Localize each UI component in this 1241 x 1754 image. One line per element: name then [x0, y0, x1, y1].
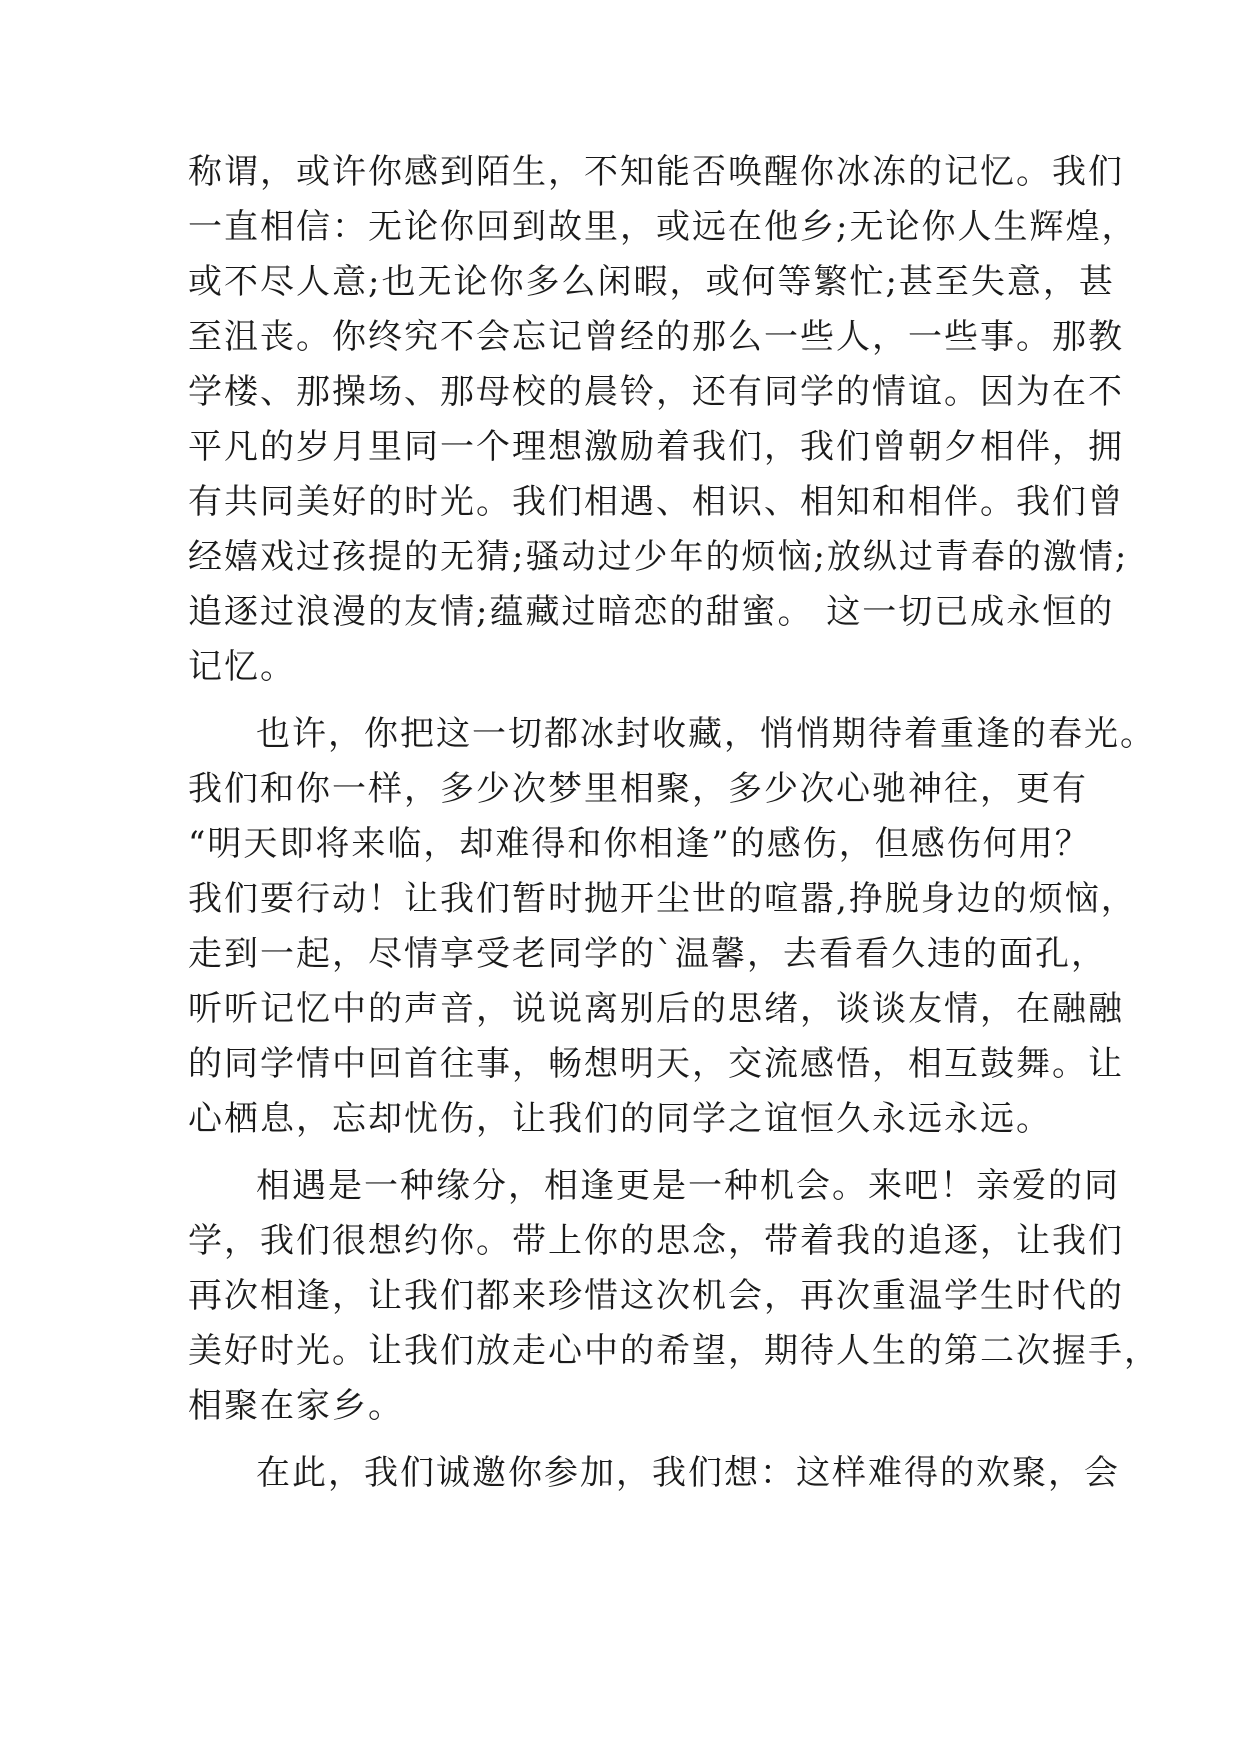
text-line: 相聚在家乡。: [188, 1386, 404, 1426]
text-line: 美好时光。让我们放走心中的希望，期待人生的第二次握手，: [188, 1331, 1160, 1371]
text-line: 听听记忆中的声音，说说离别后的思绪，谈谈友情，在融融: [188, 989, 1124, 1029]
text-line: 的同学情中回首往事，畅想明天，交流感悟，相互鼓舞。让: [188, 1044, 1124, 1084]
text-line: 经嬉戏过孩提的无猜;骚动过少年的烦恼;放纵过青春的激情;: [188, 537, 1129, 577]
text-line: 有共同美好的时光。我们相遇、相识、相知和相伴。我们曾: [188, 482, 1124, 522]
text-line: 记忆。: [188, 647, 296, 687]
paragraph-first-line: 相遇是一种缘分，相逢更是一种机会。来吧！亲爱的同: [256, 1166, 1120, 1206]
text-line: 心栖息，忘却忧伤，让我们的同学之谊恒久永远永远。: [188, 1099, 1052, 1139]
text-line: 一直相信：无论你回到故里，或远在他乡;无论你人生辉煌，: [188, 207, 1138, 247]
text-line: 学，我们很想约你。带上你的思念，带着我的追逐，让我们: [188, 1221, 1124, 1261]
text-line: 至沮丧。你终究不会忘记曾经的那么一些人，一些事。那教: [188, 317, 1124, 357]
text-line: 再次相逢，让我们都来珍惜这次机会，再次重温学生时代的: [188, 1276, 1124, 1316]
paragraph-first-line: 在此，我们诚邀你参加，我们想：这样难得的欢聚，会: [256, 1453, 1120, 1493]
text-line: 走到一起，尽情享受老同学的`温馨，去看看久违的面孔，: [188, 934, 1107, 974]
text-line: “明天即将来临，却难得和你相逢”的感伤，但感伤何用？: [188, 824, 1091, 864]
text-line: 称谓，或许你感到陌生，不知能否唤醒你冰冻的记忆。我们: [188, 152, 1124, 192]
text-line: 平凡的岁月里同一个理想激励着我们，我们曾朝夕相伴，拥: [188, 427, 1124, 467]
text-line: 学楼、那操场、那母校的晨铃，还有同学的情谊。因为在不: [188, 372, 1124, 412]
text-line: 追逐过浪漫的友情;蕴藏过暗恋的甜蜜。 这一切已成永恒的: [188, 592, 1115, 632]
text-line: 我们和你一样，多少次梦里相聚，多少次心驰神往，更有: [188, 769, 1088, 809]
text-line: 我们要行动！让我们暂时抛开尘世的喧嚣,挣脱身边的烦恼，: [188, 879, 1137, 919]
paragraph-first-line: 也许，你把这一切都冰封收藏，悄悄期待着重逢的春光。: [256, 714, 1156, 754]
text-line: 或不尽人意;也无论你多么闲暇，或何等繁忙;甚至失意，甚: [188, 262, 1115, 302]
